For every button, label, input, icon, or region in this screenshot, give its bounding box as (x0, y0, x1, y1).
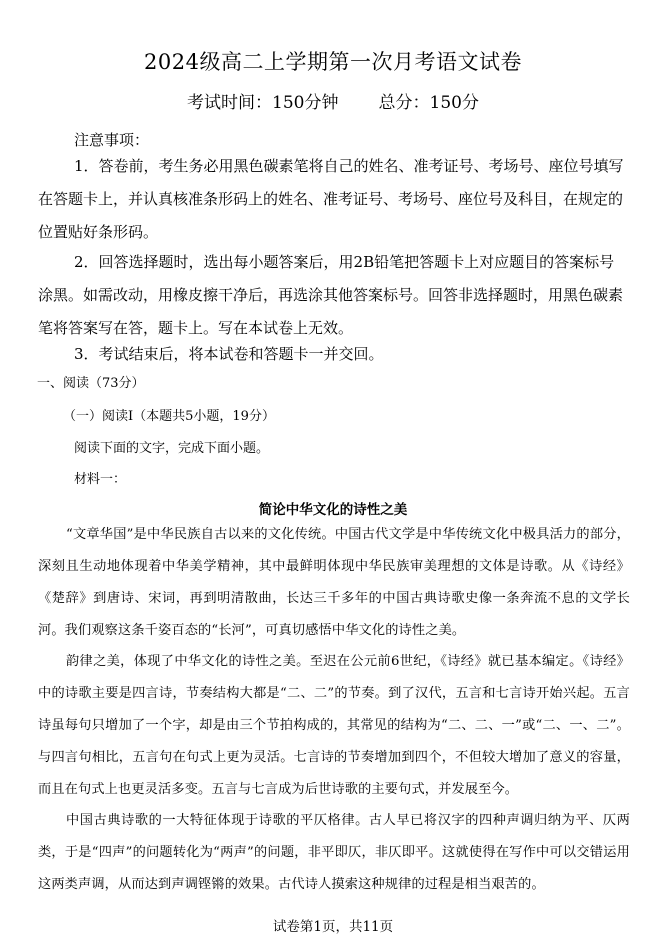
reading-instruction: 阅读下面的文字，完成下面小题。 (74, 441, 270, 456)
article-paragraph: 韵律之美，体现了中华文化的诗性之美。至迟在公元前6世纪，《诗经》就已基本编定。《诗经》中的诗歌主要是四言诗，节奏结构大都是“二、二”的节奏。到了汉代，五言和七言诗开始兴起。五言诗虽每句只增加了一个字，却是由三个节拍构成的，其常见的结构为“二、二、一”或“二、一、二”。与四言句相比，五言句在句式上更为灵活。七言诗的节奏增加到四个，不但较大增加了意义的容量，而且在句式上也更灵活多变。五言与七言成为后世诗歌的主要句式，并发展至今。 (38, 654, 630, 797)
notice-heading: 注意事项： (74, 131, 150, 149)
notice-item-1: 1．答卷前，考生务必用黑色碳素笔将自己的姓名、准考证号、考场号、座位号填写在答题卡上，并认真核准条形码上的姓名、准考证号、考场号、座位号及科目，在规定的位置贴好条形码。 (38, 157, 624, 241)
subsection-heading: （一）阅读I（本题共5小题，19分） (63, 409, 275, 424)
notice-item-3: 3．考试结束后，将本试卷和答题卡一并交回。 (74, 345, 384, 363)
article-title: 简论中华文化的诗性之美 (258, 502, 408, 518)
exam-info (0, 88, 666, 113)
exam-score: 总分：150分 (378, 93, 479, 113)
article-paragraph: 中国古典诗歌的一大特征体现于诗歌的平仄格律。古人早已将汉字的四种声调归纳为平、仄两类，于是“四声”的问题转化为“两声”的问题，非平即仄，非仄即平。这就使得在写作中可以交错运用这两类声调，从而达到声调铿锵的效果。古代诗人摸索这种规律的过程是相当艰苦的。 (38, 813, 630, 892)
page-footer: 试卷第1页，共11页 (272, 919, 394, 935)
exam-time: 考试时间：150分钟 (187, 93, 339, 113)
section-heading: 一、阅读（73分） (37, 376, 145, 391)
article-paragraph: “文章华国”是中华民族自古以来的文化传统。中国古代文学是中华传统文化中极具活力的部分，深刻且生动地体现着中华美学精神，其中最鲜明体现中华民族审美理想的文体是诗歌。从《诗经》《楚辞》到唐诗、宋词，再到明清散曲，长达三千多年的中国古典诗歌史像一条奔流不息的文学长河。我们观察这条千姿百态的“长河”，可真切感悟中华文化的诗性之美。 (38, 527, 630, 638)
material-label: 材料一： (74, 472, 127, 487)
notice-item-2: 2．回答选择题时，选出每小题答案后，用2B铅笔把答题卡上对应题目的答案标号涂黑。如需改动，用橡皮擦干净后，再选涂其他答案标号。回答非选择题时，用黑色碳素笔将答案写在答，题卡上。写在本试卷上无效。 (38, 253, 624, 337)
exam-title: 2024级高二上学期第一次月考语文试卷 (144, 50, 522, 74)
